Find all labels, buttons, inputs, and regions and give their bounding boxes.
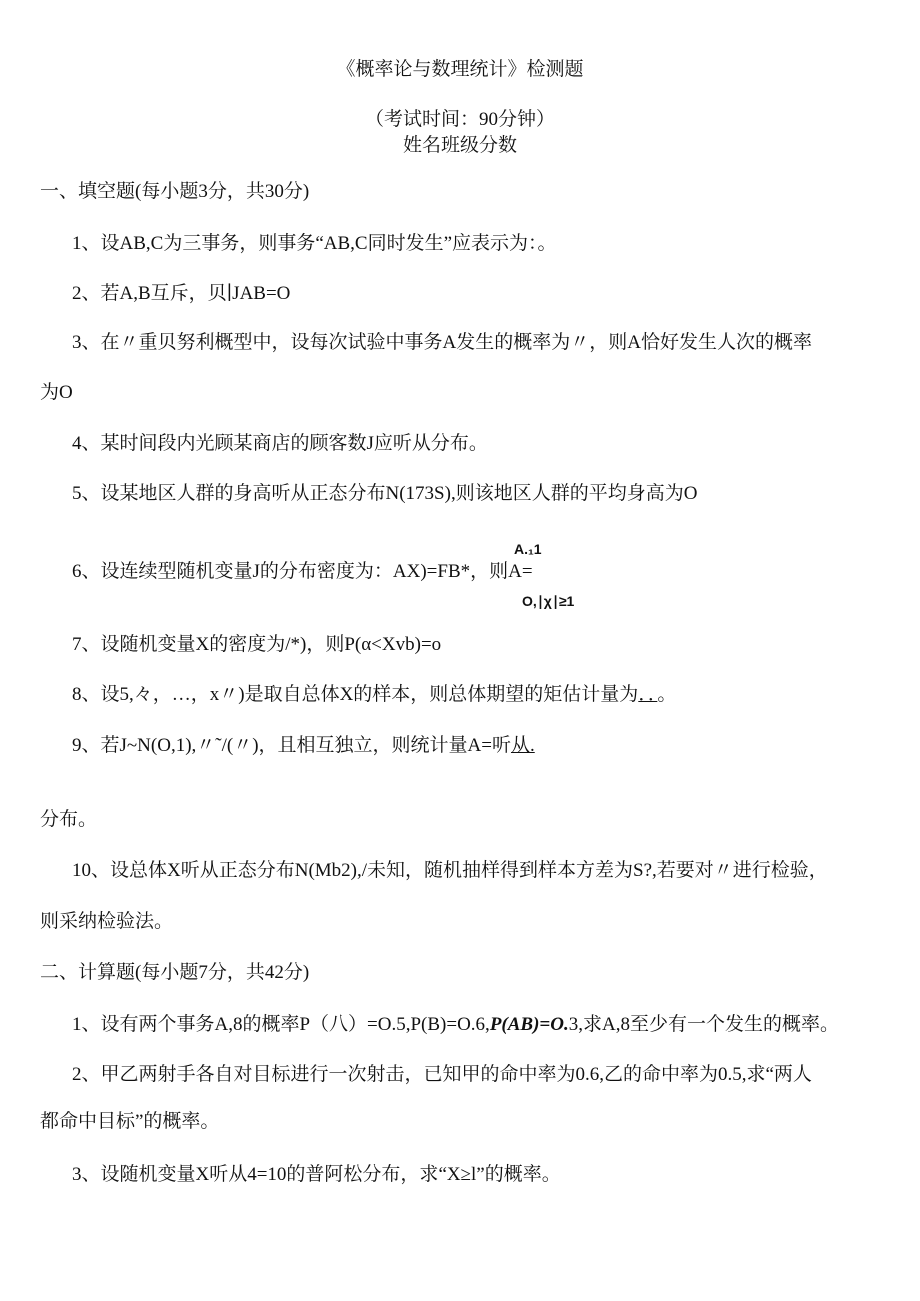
exam-time: （考试时间：90分钟）	[364, 109, 555, 130]
fill-question-3-line1: 3、在〃重贝努利概型中，设每次试验中事务A发生的概率为〃，则A恰好发生人次的概率	[72, 332, 812, 353]
section2-heading: 二、计算题(每小题7分，共42分)	[40, 962, 310, 983]
fill-question-10-line1: 10、设总体X听从正态分布N(Mb2),/未知，随机抽样得到样本方差为S?,若要对〃进行检验，	[72, 860, 828, 881]
calc-question-2-line1: 2、甲乙两射手各自对目标进行一次射击，已知甲的命中率为0.6,乙的命中率为0.5,求“两人	[72, 1064, 812, 1085]
fill-question-2: 2、若A,B互斥，贝∣JAB=O	[72, 283, 291, 304]
name-class-score: 姓名班级分数	[402, 135, 517, 156]
fill-question-1: 1、设AB,C为三事务，则事务“AB,C同时发生”应表示为：。	[72, 233, 557, 254]
fill-question-9-line2: 分布。	[40, 809, 98, 830]
fill-question-3-line2: 为O	[40, 382, 73, 403]
answer-blank: 从.	[510, 735, 535, 756]
section1-heading: 一、填空题(每小题3分，共30分)	[40, 181, 310, 202]
answer-blank: ．．	[638, 684, 658, 705]
piecewise-lower-case: O,∣χ∣≥1	[522, 593, 575, 609]
fill-question-4: 4、某时间段内光顾某商店的顾客数J应听从分布。	[72, 433, 488, 454]
fill-question-5: 5、设某地区人群的身高听从正态分布N(173S),则该地区人群的平均身高为O	[72, 483, 698, 504]
fill-question-8: 8、设5,々，…，x〃)是取自总体X的样本，则总体期望的矩估计量为．．。	[72, 684, 677, 705]
piecewise-upper-case: A.₁1	[514, 541, 542, 557]
fill-question-9: 9、若J~N(O,1),〃˜/(〃)，且相互独立，则统计量A=听从.	[72, 735, 535, 756]
calc-question-3: 3、设随机变量X听从4=10的普阿松分布，求“X≥l”的概率。	[72, 1164, 561, 1185]
fill-question-6: 6、设连续型随机变量J的分布密度为：AX)=FB*，则A=	[72, 561, 533, 582]
calc-question-1: 1、设有两个事务A,8的概率P（八）=O.5,P(B)=O.6,P(AB)=O.3,求A,8至少有一个发生的概率。	[72, 1014, 839, 1035]
fill-question-7: 7、设随机变量X的密度为/*)，则P(α<Xvb)=o	[72, 634, 442, 655]
fill-question-10-line2: 则采纳检验法。	[40, 911, 174, 932]
calc-question-2-line2: 都命中目标”的概率。	[40, 1111, 220, 1132]
page-title: 《概率论与数理统计》检测题	[336, 59, 584, 80]
